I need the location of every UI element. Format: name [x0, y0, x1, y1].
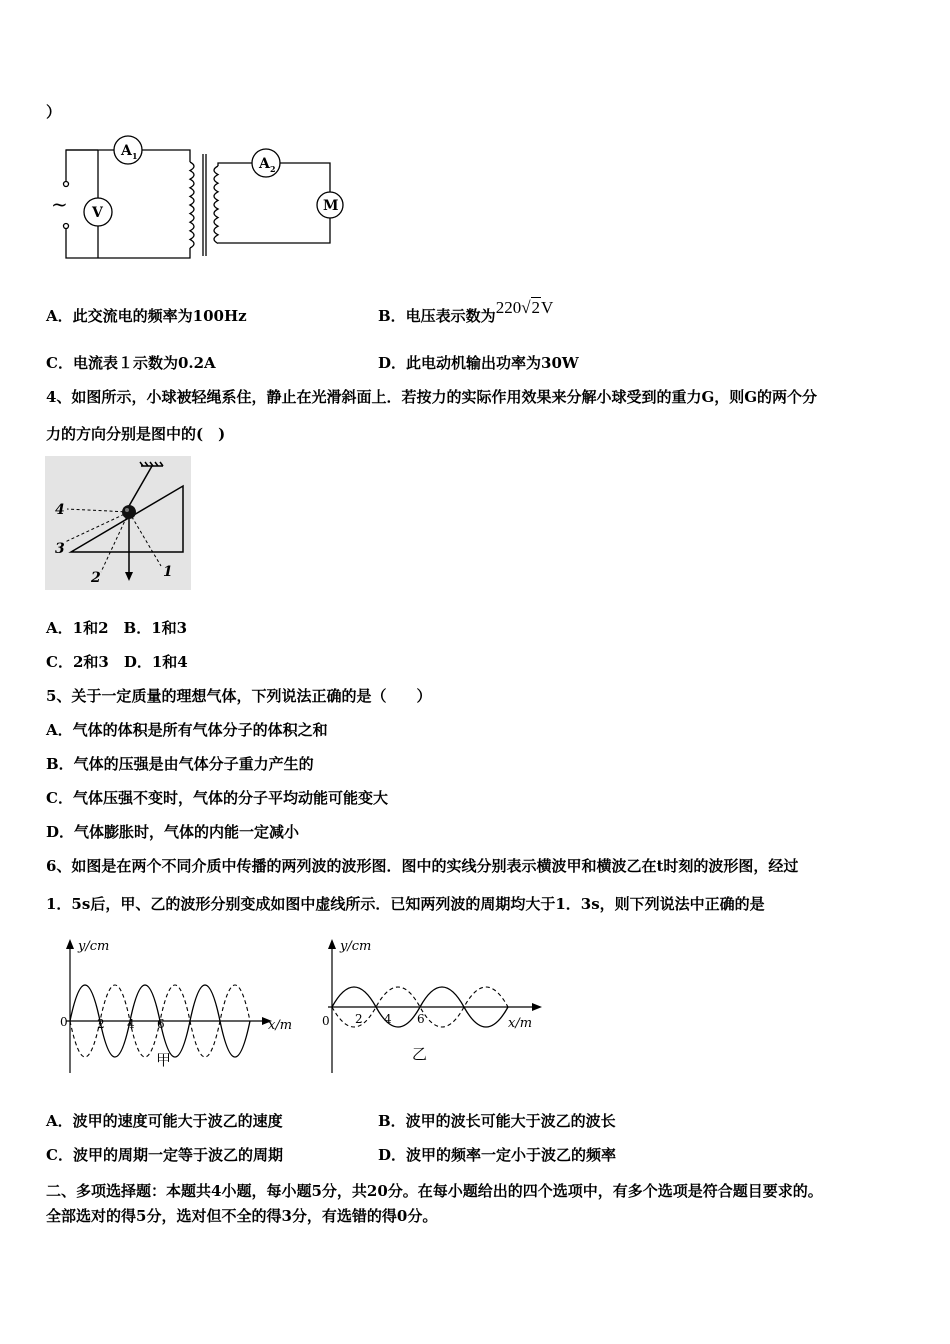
- wave-graph-jia: [56, 935, 306, 1075]
- wave-jia-ylabel: y/cm: [78, 939, 110, 954]
- wave-jia-origin: 0: [60, 1015, 68, 1029]
- ammeter-a1-label: A: [121, 143, 132, 159]
- q4-stem-line2: 力的方向分别是图中的( ): [46, 425, 226, 443]
- q6-option-d: D．波甲的频率一定小于波乙的频率: [378, 1146, 617, 1164]
- direction-label-2: 2: [91, 570, 101, 586]
- q3-option-b-label: B．电压表示数为: [378, 307, 496, 325]
- q6-option-b: B．波甲的波长可能大于波乙的波长: [378, 1112, 616, 1130]
- voltmeter-label: V: [92, 205, 103, 221]
- wave-yi-xlabel: x/m: [508, 1016, 533, 1031]
- q3-option-b-formula: 220√2V: [495, 298, 554, 317]
- wave-yi-origin: 0: [322, 1014, 330, 1028]
- q3-option-d: D．此电动机输出功率为30W: [378, 354, 579, 372]
- q6-stem-line1: 6、如图是在两个不同介质中传播的两列波的波形图．图中的实线分别表示横波甲和横波乙在t时刻的波形图，经过: [46, 857, 799, 875]
- q6-stem-line2: 1．5s后，甲、乙的波形分别变成如图中虚线所示．已知两列波的周期均大于1．3s，则下列说法中正确的是: [46, 895, 765, 913]
- wave-jia-xlabel: x/m: [268, 1018, 293, 1033]
- section2-heading-line2: 全部选对的得5分，选对但不全的得3分，有选错的得0分。: [46, 1207, 438, 1225]
- q3-stem-tail: ）: [46, 103, 62, 121]
- q3-option-c: C．电流表１示数为0.2A: [46, 354, 216, 372]
- wave-jia-tick-6: 6: [157, 1017, 165, 1031]
- q4-options-cd: C．2和3 D．1和4: [46, 653, 188, 671]
- wave-yi-ylabel: y/cm: [340, 939, 372, 954]
- q3-option-a: A．此交流电的频率为100Hz: [46, 307, 247, 325]
- q4-options-ab: A．1和2 B．1和3: [46, 619, 188, 637]
- inclined-plane-figure: [45, 456, 191, 590]
- ball-icon: [122, 505, 136, 519]
- wave-yi-caption: 乙: [412, 1045, 428, 1063]
- section2-heading-line1: 二、多项选择题：本题共4小题，每小题5分，共20分。在每小题给出的四个选项中，有多个选项是符合题目要求的。: [46, 1182, 823, 1200]
- q5-option-b: B．气体的压强是由气体分子重力产生的: [46, 755, 314, 773]
- wave-graph-yi: [318, 935, 548, 1075]
- wave-yi-tick-6: 6: [417, 1012, 425, 1026]
- ammeter-a2-sub: 2: [270, 164, 276, 174]
- q5-option-a: A．气体的体积是所有气体分子的体积之和: [46, 721, 328, 739]
- wave-yi-tick-2: 2: [355, 1012, 363, 1026]
- motor-label: M: [323, 198, 339, 214]
- direction-label-3: 3: [55, 541, 65, 557]
- ammeter-a2-label: A: [259, 156, 270, 172]
- wave-jia-tick-2: 2: [97, 1017, 105, 1031]
- direction-label-1: 1: [163, 564, 173, 580]
- sqrt-icon: √: [521, 298, 531, 317]
- q3-option-b: [378, 298, 554, 326]
- q6-option-a: A．波甲的速度可能大于波乙的速度: [46, 1112, 283, 1130]
- wave-jia-caption: 甲: [156, 1051, 172, 1069]
- wave-jia-tick-4: 4: [127, 1017, 135, 1031]
- q5-option-d: D．气体膨胀时，气体的内能一定减小: [46, 823, 300, 841]
- direction-label-4: 4: [55, 502, 65, 518]
- q4-stem-line1: 4、如图所示，小球被轻绳系住，静止在光滑斜面上．若按力的实际作用效果来分解小球受到的重力G，则G的两个分: [46, 388, 818, 406]
- transformer-circuit-figure: [48, 136, 358, 264]
- q5-stem: 5、关于一定质量的理想气体，下列说法正确的是（ ）: [46, 687, 432, 705]
- ac-source-symbol: ~: [51, 192, 68, 216]
- ammeter-a1-sub: 1: [132, 151, 138, 161]
- q6-option-c: C．波甲的周期一定等于波乙的周期: [46, 1146, 283, 1164]
- q5-option-c: C．气体压强不变时，气体的分子平均动能可能变大: [46, 789, 388, 807]
- wave-yi-tick-4: 4: [384, 1012, 392, 1026]
